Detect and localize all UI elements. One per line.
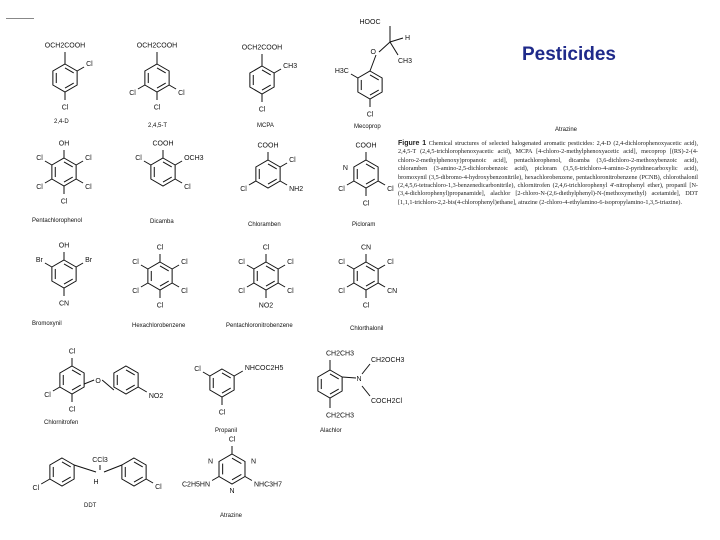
atom-label: Cl (287, 259, 294, 266)
atom-label: Cl (287, 288, 294, 295)
atom-label: C2H5HN (182, 481, 211, 489)
atom-label: Cl (36, 184, 43, 191)
molecule-chloramben (240, 143, 303, 229)
substituent-bond (274, 69, 281, 73)
bond (390, 42, 398, 55)
atom-label: H (93, 479, 99, 486)
atom-label: NO2 (148, 393, 164, 400)
molecule-chlornitrofen (44, 349, 163, 427)
molecule-pentachlorophenol (32, 141, 92, 225)
atom-label: Cl (68, 348, 76, 356)
atom-label: N (356, 376, 362, 383)
atom-label: CH2CH3 (326, 412, 355, 420)
substituent-bond (175, 161, 182, 165)
molecule-picloram (338, 143, 394, 229)
substituent-bond (378, 283, 385, 287)
atom-label: CH3 (398, 58, 413, 65)
caption-label: Figure 1 (398, 140, 427, 147)
molecule-dicamba (135, 141, 203, 226)
atom-label: N (250, 458, 257, 466)
compound-name: 2,4,5-T (148, 123, 168, 129)
atom-label: N (342, 165, 348, 172)
bond (370, 55, 376, 71)
atom-label: Cl (155, 484, 162, 491)
substituent-bond (138, 85, 145, 89)
substituent-bond (278, 283, 285, 287)
substituent-bond (45, 161, 52, 165)
atom-label: Cl (85, 155, 92, 162)
atom-label: Cl (238, 259, 245, 266)
atom-label: Cl (60, 198, 68, 206)
substituent-bond (76, 179, 83, 183)
compound-name: Dicamba (150, 219, 174, 225)
substituent-bond (212, 477, 219, 481)
atom-label: OCH2COOH (241, 44, 283, 52)
compound-name: Chlornitrofen (44, 420, 79, 426)
atom-label: Cl (289, 157, 296, 164)
substituent-bond (144, 161, 151, 165)
substituent-bond (347, 265, 354, 269)
atom-label: Cl (135, 155, 142, 162)
compound-name: Bromoxynil (32, 321, 62, 327)
atom-label: Cl (338, 259, 345, 266)
compound-name: Pentachlorophenol (32, 218, 83, 224)
atom-label: Cl (36, 155, 43, 162)
atom-label: O (95, 378, 101, 385)
atom-label: CH3 (283, 63, 298, 70)
molecule-bromoxynil (32, 243, 93, 328)
substituent-bond (41, 479, 50, 484)
substituent-bond (249, 181, 256, 185)
atom-label: OCH2COOH (136, 42, 178, 50)
substituent-bond (347, 181, 354, 185)
substituent-bond (146, 479, 153, 483)
substituent-bond (378, 181, 385, 185)
atom-label: HOOC (359, 19, 381, 26)
compound-name: Propanil (215, 428, 238, 434)
bond (74, 465, 96, 472)
atom-label: Cl (132, 288, 139, 295)
substituent-bond (245, 477, 252, 481)
substituent-bond (141, 283, 148, 287)
atom-label: Cl (362, 200, 370, 208)
atom-label: Cl (228, 436, 236, 444)
atom-label: OCH3 (184, 155, 204, 162)
atom-label: Cl (240, 186, 247, 193)
substituent-bond (76, 161, 83, 165)
bond (379, 42, 390, 52)
atom-label: NHC3H7 (253, 481, 282, 489)
molecule-ddt (33, 457, 163, 509)
bond (362, 364, 370, 374)
atom-label: Cl (85, 184, 92, 191)
atom-label: NH2 (289, 186, 304, 193)
atom-label: Cl (156, 302, 164, 310)
atom-label: Cl (218, 409, 226, 417)
atom-label: Cl (61, 104, 69, 112)
atom-label: OH (58, 242, 70, 250)
atom-label: NHCOC2H5 (244, 365, 284, 372)
compound-name: Picloram (352, 222, 376, 228)
atom-label: Cl (338, 288, 345, 295)
atom-label: Cl (132, 259, 139, 266)
atom-label: Cl (86, 61, 93, 68)
molecule-propanil (194, 365, 283, 434)
molecule-hexachlorobenzene (132, 245, 188, 330)
compound-name: Pentachloronitrobenzene (226, 323, 293, 329)
atom-label: CH2CH3 (326, 350, 355, 358)
substituent-bond (280, 163, 287, 167)
atom-label: Cl (44, 392, 51, 399)
compound-name: 2,4-D (54, 119, 69, 125)
atom-label: CN (387, 288, 398, 295)
atom-label: Br (85, 257, 93, 264)
substituent-bond (234, 371, 243, 376)
atom-label: Cl (338, 186, 345, 193)
substituent-bond (175, 179, 182, 183)
figure-caption (398, 140, 698, 207)
atom-label: Cl (32, 485, 40, 492)
compound-name: Chloramben (248, 222, 281, 228)
substituent-bond (169, 85, 176, 89)
substituent-bond (247, 265, 254, 269)
caption-text: Chemical structures of selected halogenated aromatic pesticides: 2,4-D (2,4-dichlorophenoxyacetic acid), 2,4,5-T (2,4,5-trichlorophenoxyacetic acid), MCPA [4-chloro-2-methylphenoxyacetic acid], mecoprop [(RS)-2-(4-chloro-2-methylphenoxy)propanoic acid], pentachlorophenol, dicamba (3,6-dichloro-2-methoxybenzoic acid), chloramben (3-amino-2,5-dichlorobenzoic acid), picloram (3,5,6-trichloro-4-amino-2-pyridinecarboxylic acid), bromoxynil (3,5-dibromo-4-hydroxybenzonitrile), hexachlorobenzene, pentachloronitrobenzene (PCNB), chlorothalonil (2,4,5,6-tetrachloro-1,3-benzenedicarbonitrile), chlornitrofen (2,4,6-trichlorophenyl 4'-nitrophenyl ether), propanil [N-(3,4-dichlorophenyl)propanamide], alachlor [2-chloro-N-(2,6-diethylphenyl)-N-(methoxymethyl) acetamide], DDT [1,1,1-trichloro-2,2-bis(4-chlorophenyl)ethane], atrazine (2-chloro-4-ethylamino-6-isopropylamino-1,3,5-triazine). (398, 140, 699, 206)
bond (390, 38, 403, 42)
molecule-pcnb (226, 245, 294, 330)
atom-label: O (370, 49, 376, 56)
molecule-mcpa (242, 45, 297, 130)
substituent-bond (278, 265, 285, 269)
atom-label: N (229, 488, 235, 495)
atom-label: Cl (387, 259, 394, 266)
substituent-bond (45, 179, 52, 183)
substituent-bond (347, 283, 354, 287)
atom-label: Cl (194, 366, 201, 373)
compound-name: Chlorthalonil (350, 326, 384, 332)
bond (104, 465, 122, 472)
atom-label: Cl (238, 288, 245, 295)
atom-label: Cl (387, 186, 394, 193)
atom-label: NO2 (258, 302, 274, 310)
compound-name: Atrazine (220, 513, 243, 519)
atom-label: Cl (184, 184, 191, 191)
atom-label: H (405, 35, 411, 42)
atom-label: Cl (178, 90, 185, 97)
substituent-bond (280, 181, 287, 185)
bond (84, 380, 94, 384)
atom-label: Br (35, 257, 43, 264)
atom-label: Cl (258, 106, 266, 114)
compound-name: Atrazine (555, 127, 578, 133)
atom-label: Cl (262, 244, 270, 252)
substituent-bond (45, 263, 52, 267)
atom-label: Cl (181, 259, 188, 266)
atom-label: Cl (68, 406, 76, 414)
compound-name: DDT (84, 503, 97, 509)
atom-label: Cl (181, 288, 188, 295)
atom-label: N (207, 458, 214, 466)
atom-label: COOH (355, 142, 377, 150)
compound-name: Hexachlorobenzene (132, 323, 186, 329)
substituent-bond (172, 265, 179, 269)
slide-title: Pesticides (522, 44, 616, 65)
substituent-bond (53, 387, 60, 391)
atom-label: CN (58, 300, 70, 308)
atom-label: CN (360, 244, 372, 252)
substituent-bond (203, 372, 210, 376)
molecule-2-4-d (45, 43, 93, 126)
substituent-bond (172, 283, 179, 287)
atom-label: COCH2Cl (371, 398, 403, 405)
compound-name: Alachlor (320, 428, 342, 434)
substituent-bond (141, 265, 148, 269)
substituent-bond (77, 67, 84, 71)
atom-label: Cl (156, 244, 164, 252)
atom-label: OCH2COOH (44, 42, 86, 50)
atom-label: Cl (366, 111, 374, 119)
substituent-bond (378, 265, 385, 269)
atom-label: COOH (257, 142, 279, 150)
molecule-chlorothalonil (338, 245, 397, 333)
atom-label: Cl (362, 302, 370, 310)
substituent-bond (247, 283, 254, 287)
atom-label: OH (58, 140, 70, 148)
compound-name: Mecoprop (354, 124, 381, 130)
compound-name: MCPA (257, 123, 274, 129)
atom-label: CCl3 (92, 457, 108, 464)
atom-label: COOH (152, 140, 174, 148)
bond (342, 377, 356, 378)
atom-label: CH2OCH3 (371, 357, 405, 364)
substituent-bond (76, 263, 83, 267)
atom-label: Cl (129, 90, 136, 97)
bond (102, 380, 114, 390)
molecule-2-4-5-t (129, 43, 185, 130)
molecule-alachlor (318, 351, 405, 435)
substituent-bond (351, 74, 358, 78)
molecule-mecoprop (335, 19, 412, 130)
bond (362, 386, 370, 396)
atom-label: Cl (153, 104, 161, 112)
molecule-atrazine (182, 437, 282, 520)
atom-label: H3C (334, 68, 349, 75)
substituent-bond (138, 387, 147, 392)
